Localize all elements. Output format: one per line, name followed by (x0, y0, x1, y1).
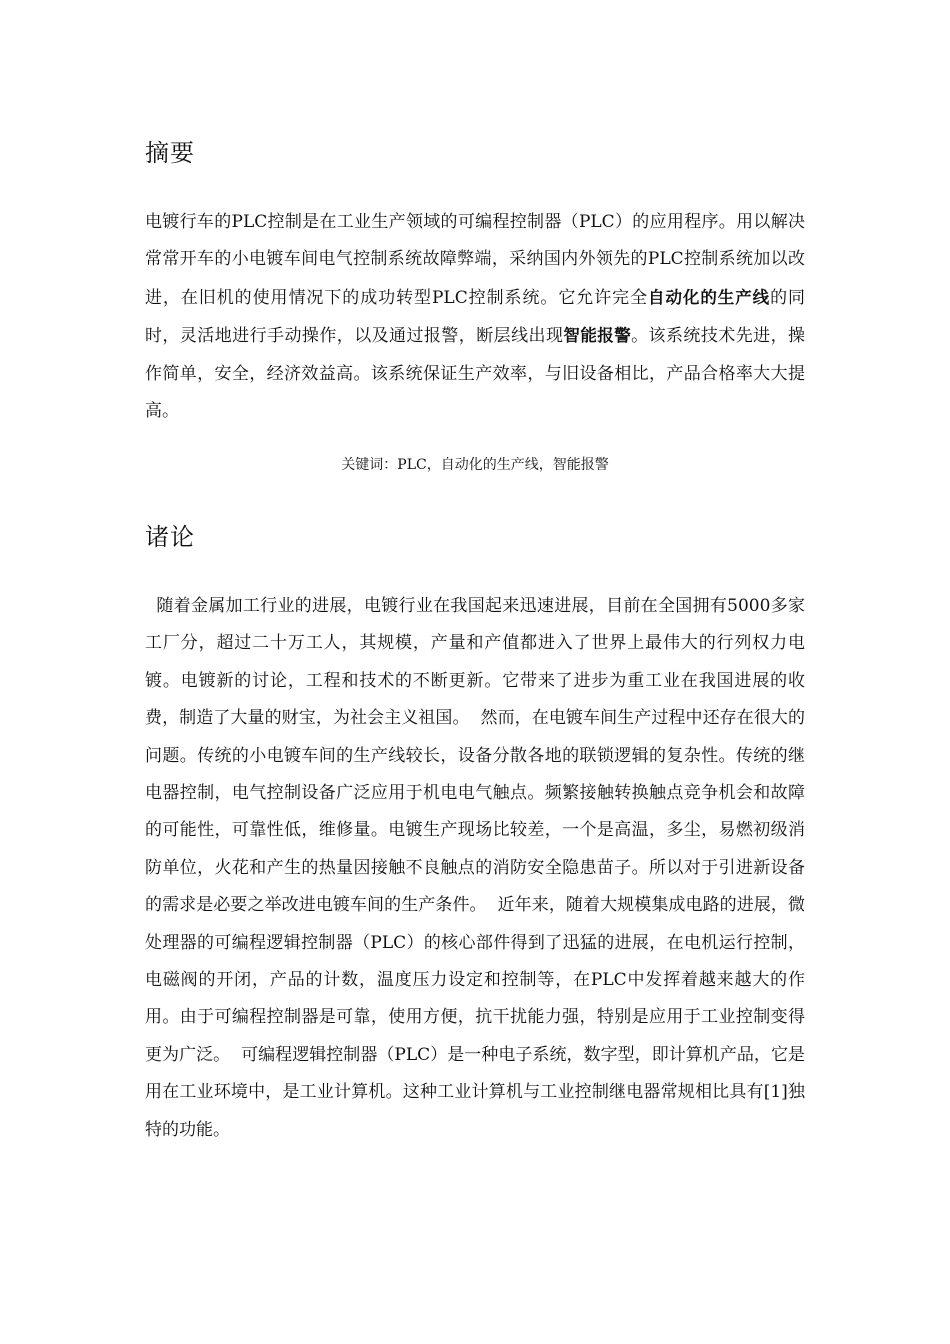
abstract-text-part-1: 电镀行车的PLC控制是在工业生产领域的可编程控制器（PLC）的应用程序。用以解决常常开车的小电镀车间电气控制系统故障弊端，采纳国内外领先的PLC控制系统加以改进，在旧机的使用情况下的成功转型PLC控制系统。它允许完全 (145, 212, 805, 308)
abstract-text-part-2: 的同时，灵活地进行手动操作，以及通过报警，断层线出现 (145, 287, 806, 347)
abstract-emphasis-automated-line: 自动化的生产线 (648, 287, 771, 307)
abstract-emphasis-smart-alarm: 智能报警 (563, 326, 632, 346)
keywords-line: 关键词：PLC，自动化的生产线，智能报警 (341, 457, 609, 473)
abstract-heading: 摘要 (145, 139, 195, 167)
introduction-heading: 诸论 (145, 523, 195, 551)
abstract-paragraph (145, 204, 805, 430)
abstract-text-part-3: 。该系统技术先进，操作简单，安全，经济效益高。该系统保证生产效率，与旧设备相比，产品合格率大大提高。 (145, 326, 806, 422)
introduction-paragraph: 随着金属加工行业的进展，电镀行业在我国起来迅速进展，目前在全国拥有5000多家工厂分，超过二十万工人，其规模，产量和产值都进入了世界上最伟大的行列权力电镀。电镀新的讨论，工程和技术的不断更新。它带来了进步为重工业在我国进展的收费，制造了大量的财宝，为社会主义祖国。 然而，在电镀车间生产过程中还存在很大的问题。传统的小电镀车间的生产线较长，设备分散各地的联锁逻辑的复杂性。传统的继电器控制，电气控制设备广泛应用于机电电气触点。频繁接触转换触点竞争机会和故障的可能性，可靠性低，维修量。电镀生产现场比较差，一个是高温，多尘，易燃初级消防单位，火花和产生的热量因接触不良触点的消防安全隐患苗子。所以对于引进新设备的需求是必要之举改进电镀车间的生产条件。 近年来，随着大规模集成电路的进展，微处理器的可编程逻辑控制器（PLC）的核心部件得到了迅猛的进展，在电机运行控制，电磁阀的开闭，产品的计数，温度压力设定和控制等，在PLC中发挥着越来越大的作用。由于可编程控制器是可靠，使用方便，抗干扰能力强，特别是应用于工业控制变得更为广泛。 可编程逻辑控制器（PLC）是一种电子系统，数字型，即计算机产品，它是用在工业环境中，是工业计算机。这种工业计算机与工业控制继电器常规相比具有[1]独特的功能。 (145, 596, 805, 1140)
